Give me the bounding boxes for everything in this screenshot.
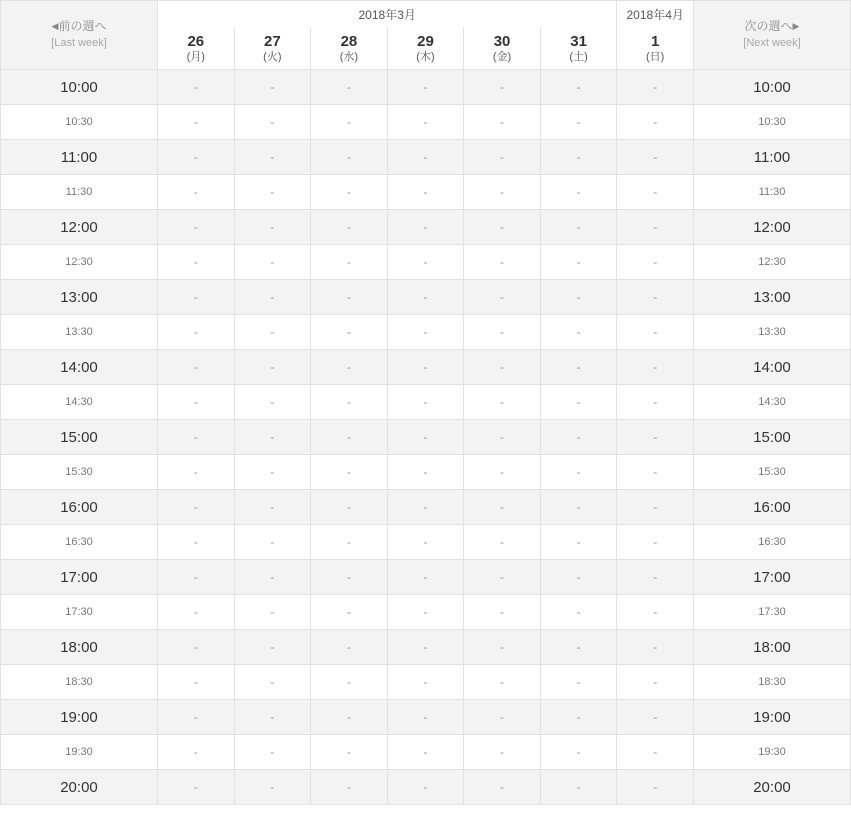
slot-cell[interactable]: -: [387, 315, 464, 350]
header-month-row: [1, 1, 851, 28]
slot-cell[interactable]: -: [234, 560, 311, 595]
slot-cell[interactable]: -: [464, 175, 541, 210]
time-label-right: 12:00: [694, 210, 851, 245]
calendar-body: [1, 70, 851, 805]
slot-cell[interactable]: -: [234, 105, 311, 140]
slot-cell[interactable]: -: [540, 105, 617, 140]
slot-cell[interactable]: -: [387, 595, 464, 630]
slot-cell[interactable]: -: [540, 245, 617, 280]
slot-cell[interactable]: -: [464, 560, 541, 595]
slot-cell[interactable]: -: [158, 105, 235, 140]
slot-cell[interactable]: -: [617, 210, 694, 245]
slot-cell[interactable]: -: [158, 560, 235, 595]
day-header-1: [617, 27, 694, 70]
slot-cell[interactable]: -: [617, 525, 694, 560]
slot-cell[interactable]: -: [234, 770, 311, 805]
slot-cell[interactable]: -: [158, 630, 235, 665]
day-header-29: [387, 27, 464, 70]
time-label-right: 12:30: [694, 245, 851, 280]
schedule-row: [1, 210, 851, 245]
time-label-right: 16:30: [694, 525, 851, 560]
slot-cell[interactable]: -: [158, 350, 235, 385]
slot-cell[interactable]: -: [387, 105, 464, 140]
slot-cell[interactable]: -: [158, 210, 235, 245]
slot-cell[interactable]: -: [311, 560, 388, 595]
next-week-button[interactable]: [694, 1, 851, 70]
time-label-right: 14:30: [694, 385, 851, 420]
slot-cell[interactable]: -: [617, 420, 694, 455]
slot-cell[interactable]: -: [540, 525, 617, 560]
time-label-left: 13:00: [1, 280, 158, 315]
slot-cell[interactable]: -: [158, 280, 235, 315]
time-label-right: 15:00: [694, 420, 851, 455]
slot-cell[interactable]: -: [311, 350, 388, 385]
slot-cell[interactable]: -: [464, 665, 541, 700]
slot-cell[interactable]: -: [311, 420, 388, 455]
slot-cell[interactable]: -: [464, 70, 541, 105]
slot-cell[interactable]: -: [234, 175, 311, 210]
slot-cell[interactable]: -: [158, 175, 235, 210]
month-label-left: 2018年3月: [158, 1, 617, 28]
slot-cell[interactable]: -: [387, 70, 464, 105]
schedule-row: [1, 665, 851, 700]
slot-cell[interactable]: -: [540, 665, 617, 700]
slot-cell[interactable]: -: [387, 630, 464, 665]
schedule-row: [1, 700, 851, 735]
time-label-left: 16:00: [1, 490, 158, 525]
slot-cell[interactable]: -: [311, 490, 388, 525]
slot-cell[interactable]: -: [311, 595, 388, 630]
slot-cell[interactable]: -: [158, 420, 235, 455]
time-label-left: 18:00: [1, 630, 158, 665]
slot-cell[interactable]: -: [311, 770, 388, 805]
slot-cell[interactable]: -: [617, 315, 694, 350]
schedule-row: [1, 280, 851, 315]
slot-cell[interactable]: -: [234, 665, 311, 700]
month-label-right: 2018年4月: [617, 1, 694, 28]
slot-cell[interactable]: -: [311, 140, 388, 175]
time-label-right: 19:00: [694, 700, 851, 735]
slot-cell[interactable]: -: [311, 385, 388, 420]
schedule-row: [1, 140, 851, 175]
slot-cell[interactable]: -: [158, 490, 235, 525]
slot-cell[interactable]: -: [234, 455, 311, 490]
schedule-row: [1, 560, 851, 595]
slot-cell[interactable]: -: [540, 735, 617, 770]
schedule-row: [1, 175, 851, 210]
day-weekday: (土): [569, 50, 588, 63]
day-number: 31: [570, 32, 587, 50]
slot-cell[interactable]: -: [158, 245, 235, 280]
slot-cell[interactable]: -: [234, 350, 311, 385]
slot-cell[interactable]: -: [234, 210, 311, 245]
slot-cell[interactable]: -: [387, 175, 464, 210]
slot-cell[interactable]: -: [387, 560, 464, 595]
prev-week-sublabel: [Last week]: [51, 37, 107, 49]
slot-cell[interactable]: -: [311, 245, 388, 280]
slot-cell[interactable]: -: [540, 385, 617, 420]
slot-cell[interactable]: -: [158, 385, 235, 420]
slot-cell[interactable]: -: [617, 665, 694, 700]
slot-cell[interactable]: -: [311, 455, 388, 490]
slot-cell[interactable]: -: [387, 385, 464, 420]
day-weekday: (月): [186, 50, 205, 63]
slot-cell[interactable]: -: [464, 455, 541, 490]
time-label-left: 14:30: [1, 385, 158, 420]
time-label-right: 19:30: [694, 735, 851, 770]
slot-cell[interactable]: -: [617, 630, 694, 665]
slot-cell[interactable]: -: [234, 385, 311, 420]
slot-cell[interactable]: -: [540, 455, 617, 490]
calendar-header: [1, 1, 851, 70]
slot-cell[interactable]: -: [158, 665, 235, 700]
slot-cell[interactable]: -: [464, 525, 541, 560]
slot-cell[interactable]: -: [234, 735, 311, 770]
slot-cell[interactable]: -: [311, 280, 388, 315]
slot-cell[interactable]: -: [617, 700, 694, 735]
schedule-row: [1, 350, 851, 385]
schedule-row: [1, 70, 851, 105]
time-label-right: 18:30: [694, 665, 851, 700]
schedule-row: [1, 735, 851, 770]
slot-cell[interactable]: -: [464, 700, 541, 735]
time-label-right: 20:00: [694, 770, 851, 805]
slot-cell[interactable]: -: [617, 245, 694, 280]
time-label-right: 16:00: [694, 490, 851, 525]
time-label-right: 18:00: [694, 630, 851, 665]
schedule-row: [1, 420, 851, 455]
time-label-left: 10:00: [1, 70, 158, 105]
slot-cell[interactable]: -: [234, 595, 311, 630]
time-label-left: 20:00: [1, 770, 158, 805]
slot-cell[interactable]: -: [311, 70, 388, 105]
slot-cell[interactable]: -: [464, 280, 541, 315]
slot-cell[interactable]: -: [464, 140, 541, 175]
slot-cell[interactable]: -: [158, 770, 235, 805]
time-label-left: 19:00: [1, 700, 158, 735]
slot-cell[interactable]: -: [311, 700, 388, 735]
slot-cell[interactable]: -: [387, 665, 464, 700]
time-label-right: 17:00: [694, 560, 851, 595]
slot-cell[interactable]: -: [387, 735, 464, 770]
slot-cell[interactable]: -: [234, 700, 311, 735]
schedule-row: [1, 490, 851, 525]
slot-cell[interactable]: -: [617, 770, 694, 805]
slot-cell[interactable]: -: [540, 140, 617, 175]
time-label-right: 11:30: [694, 175, 851, 210]
day-number: 1: [651, 32, 660, 50]
next-week-label: [694, 18, 850, 35]
slot-cell[interactable]: -: [540, 630, 617, 665]
slot-cell[interactable]: -: [617, 350, 694, 385]
schedule-row: [1, 385, 851, 420]
slot-cell[interactable]: -: [617, 560, 694, 595]
slot-cell[interactable]: -: [311, 735, 388, 770]
slot-cell[interactable]: -: [464, 735, 541, 770]
schedule-row: [1, 770, 851, 805]
time-label-left: 11:30: [1, 175, 158, 210]
slot-cell[interactable]: -: [540, 210, 617, 245]
day-weekday: (火): [263, 50, 282, 63]
slot-cell[interactable]: -: [387, 245, 464, 280]
slot-cell[interactable]: -: [540, 770, 617, 805]
time-label-right: 13:30: [694, 315, 851, 350]
time-label-right: 10:00: [694, 70, 851, 105]
slot-cell[interactable]: -: [617, 595, 694, 630]
slot-cell[interactable]: -: [617, 490, 694, 525]
day-number: 27: [264, 32, 281, 50]
time-label-right: 14:00: [694, 350, 851, 385]
slot-cell[interactable]: -: [617, 385, 694, 420]
schedule-row: [1, 315, 851, 350]
slot-cell[interactable]: -: [464, 420, 541, 455]
slot-cell[interactable]: -: [158, 315, 235, 350]
slot-cell[interactable]: -: [158, 140, 235, 175]
slot-cell[interactable]: -: [464, 595, 541, 630]
slot-cell[interactable]: -: [311, 525, 388, 560]
slot-cell[interactable]: -: [387, 210, 464, 245]
slot-cell[interactable]: -: [464, 210, 541, 245]
slot-cell[interactable]: -: [540, 350, 617, 385]
time-label-right: 17:30: [694, 595, 851, 630]
slot-cell[interactable]: -: [234, 420, 311, 455]
slot-cell[interactable]: -: [464, 770, 541, 805]
slot-cell[interactable]: -: [617, 455, 694, 490]
prev-week-button[interactable]: [1, 1, 158, 70]
day-number: 30: [493, 32, 511, 50]
slot-cell[interactable]: -: [617, 280, 694, 315]
slot-cell[interactable]: -: [234, 525, 311, 560]
slot-cell[interactable]: -: [617, 140, 694, 175]
time-label-left: 15:00: [1, 420, 158, 455]
slot-cell[interactable]: -: [387, 280, 464, 315]
slot-cell[interactable]: -: [540, 490, 617, 525]
day-header-28: [311, 27, 388, 70]
slot-cell[interactable]: -: [540, 560, 617, 595]
slot-cell[interactable]: -: [387, 350, 464, 385]
day-number: 29: [417, 32, 434, 50]
time-label-left: 14:00: [1, 350, 158, 385]
slot-cell[interactable]: -: [540, 175, 617, 210]
time-label-left: 18:30: [1, 665, 158, 700]
slot-cell[interactable]: -: [540, 280, 617, 315]
slot-cell[interactable]: -: [464, 315, 541, 350]
slot-cell[interactable]: -: [387, 525, 464, 560]
slot-cell[interactable]: -: [234, 140, 311, 175]
time-label-left: 11:00: [1, 140, 158, 175]
time-label-left: 10:30: [1, 105, 158, 140]
schedule-row: [1, 630, 851, 665]
slot-cell[interactable]: -: [234, 630, 311, 665]
schedule-row: [1, 455, 851, 490]
day-header-31: [540, 27, 617, 70]
schedule-row: [1, 105, 851, 140]
slot-cell[interactable]: -: [387, 420, 464, 455]
day-number: 28: [340, 32, 358, 50]
slot-cell[interactable]: -: [311, 210, 388, 245]
time-label-right: 15:30: [694, 455, 851, 490]
time-label-right: 13:00: [694, 280, 851, 315]
slot-cell[interactable]: -: [387, 770, 464, 805]
schedule-row: [1, 595, 851, 630]
time-label-left: 17:00: [1, 560, 158, 595]
prev-week-text: 前の週へ: [58, 19, 107, 33]
slot-cell[interactable]: -: [540, 595, 617, 630]
time-label-right: 10:30: [694, 105, 851, 140]
slot-cell[interactable]: -: [234, 70, 311, 105]
slot-cell[interactable]: -: [387, 490, 464, 525]
slot-cell[interactable]: -: [234, 245, 311, 280]
time-label-left: 12:00: [1, 210, 158, 245]
day-header-30: [464, 27, 541, 70]
day-header-26: [158, 27, 235, 70]
schedule-row: [1, 245, 851, 280]
slot-cell[interactable]: -: [617, 105, 694, 140]
time-label-right: 11:00: [694, 140, 851, 175]
time-label-left: 17:30: [1, 595, 158, 630]
slot-cell[interactable]: -: [311, 315, 388, 350]
slot-cell[interactable]: -: [387, 700, 464, 735]
slot-cell[interactable]: -: [234, 315, 311, 350]
time-label-left: 19:30: [1, 735, 158, 770]
slot-cell[interactable]: -: [464, 105, 541, 140]
slot-cell[interactable]: -: [617, 70, 694, 105]
slot-cell[interactable]: -: [540, 700, 617, 735]
day-weekday: (金): [492, 50, 512, 63]
slot-cell[interactable]: -: [464, 385, 541, 420]
slot-cell[interactable]: -: [158, 700, 235, 735]
chevron-left-icon: ◀: [51, 21, 59, 32]
time-label-left: 16:30: [1, 525, 158, 560]
slot-cell[interactable]: -: [158, 595, 235, 630]
slot-cell[interactable]: -: [464, 350, 541, 385]
slot-cell[interactable]: -: [158, 455, 235, 490]
slot-cell[interactable]: -: [234, 280, 311, 315]
slot-cell[interactable]: -: [387, 140, 464, 175]
slot-cell[interactable]: -: [617, 175, 694, 210]
slot-cell[interactable]: -: [540, 420, 617, 455]
slot-cell[interactable]: -: [540, 315, 617, 350]
slot-cell[interactable]: -: [158, 525, 235, 560]
time-label-left: 13:30: [1, 315, 158, 350]
day-number: 26: [187, 32, 205, 50]
slot-cell[interactable]: -: [311, 630, 388, 665]
slot-cell[interactable]: -: [311, 105, 388, 140]
chevron-right-icon: ▶: [792, 21, 800, 32]
slot-cell[interactable]: -: [387, 455, 464, 490]
slot-cell[interactable]: -: [464, 245, 541, 280]
slot-cell[interactable]: -: [311, 175, 388, 210]
slot-cell[interactable]: -: [464, 630, 541, 665]
slot-cell[interactable]: -: [158, 735, 235, 770]
next-week-text: 次の週へ: [744, 19, 793, 33]
day-header-27: [234, 27, 311, 70]
time-label-left: 15:30: [1, 455, 158, 490]
slot-cell[interactable]: -: [234, 490, 311, 525]
slot-cell[interactable]: -: [464, 490, 541, 525]
day-weekday: (木): [416, 50, 435, 63]
slot-cell[interactable]: -: [158, 70, 235, 105]
slot-cell[interactable]: -: [311, 665, 388, 700]
time-label-left: 12:30: [1, 245, 158, 280]
slot-cell[interactable]: -: [540, 70, 617, 105]
slot-cell[interactable]: -: [617, 735, 694, 770]
next-week-sublabel: [Next week]: [743, 37, 801, 49]
day-weekday: (日): [646, 50, 665, 63]
schedule-row: [1, 525, 851, 560]
day-weekday: (水): [339, 50, 359, 63]
prev-week-label: [1, 18, 157, 35]
